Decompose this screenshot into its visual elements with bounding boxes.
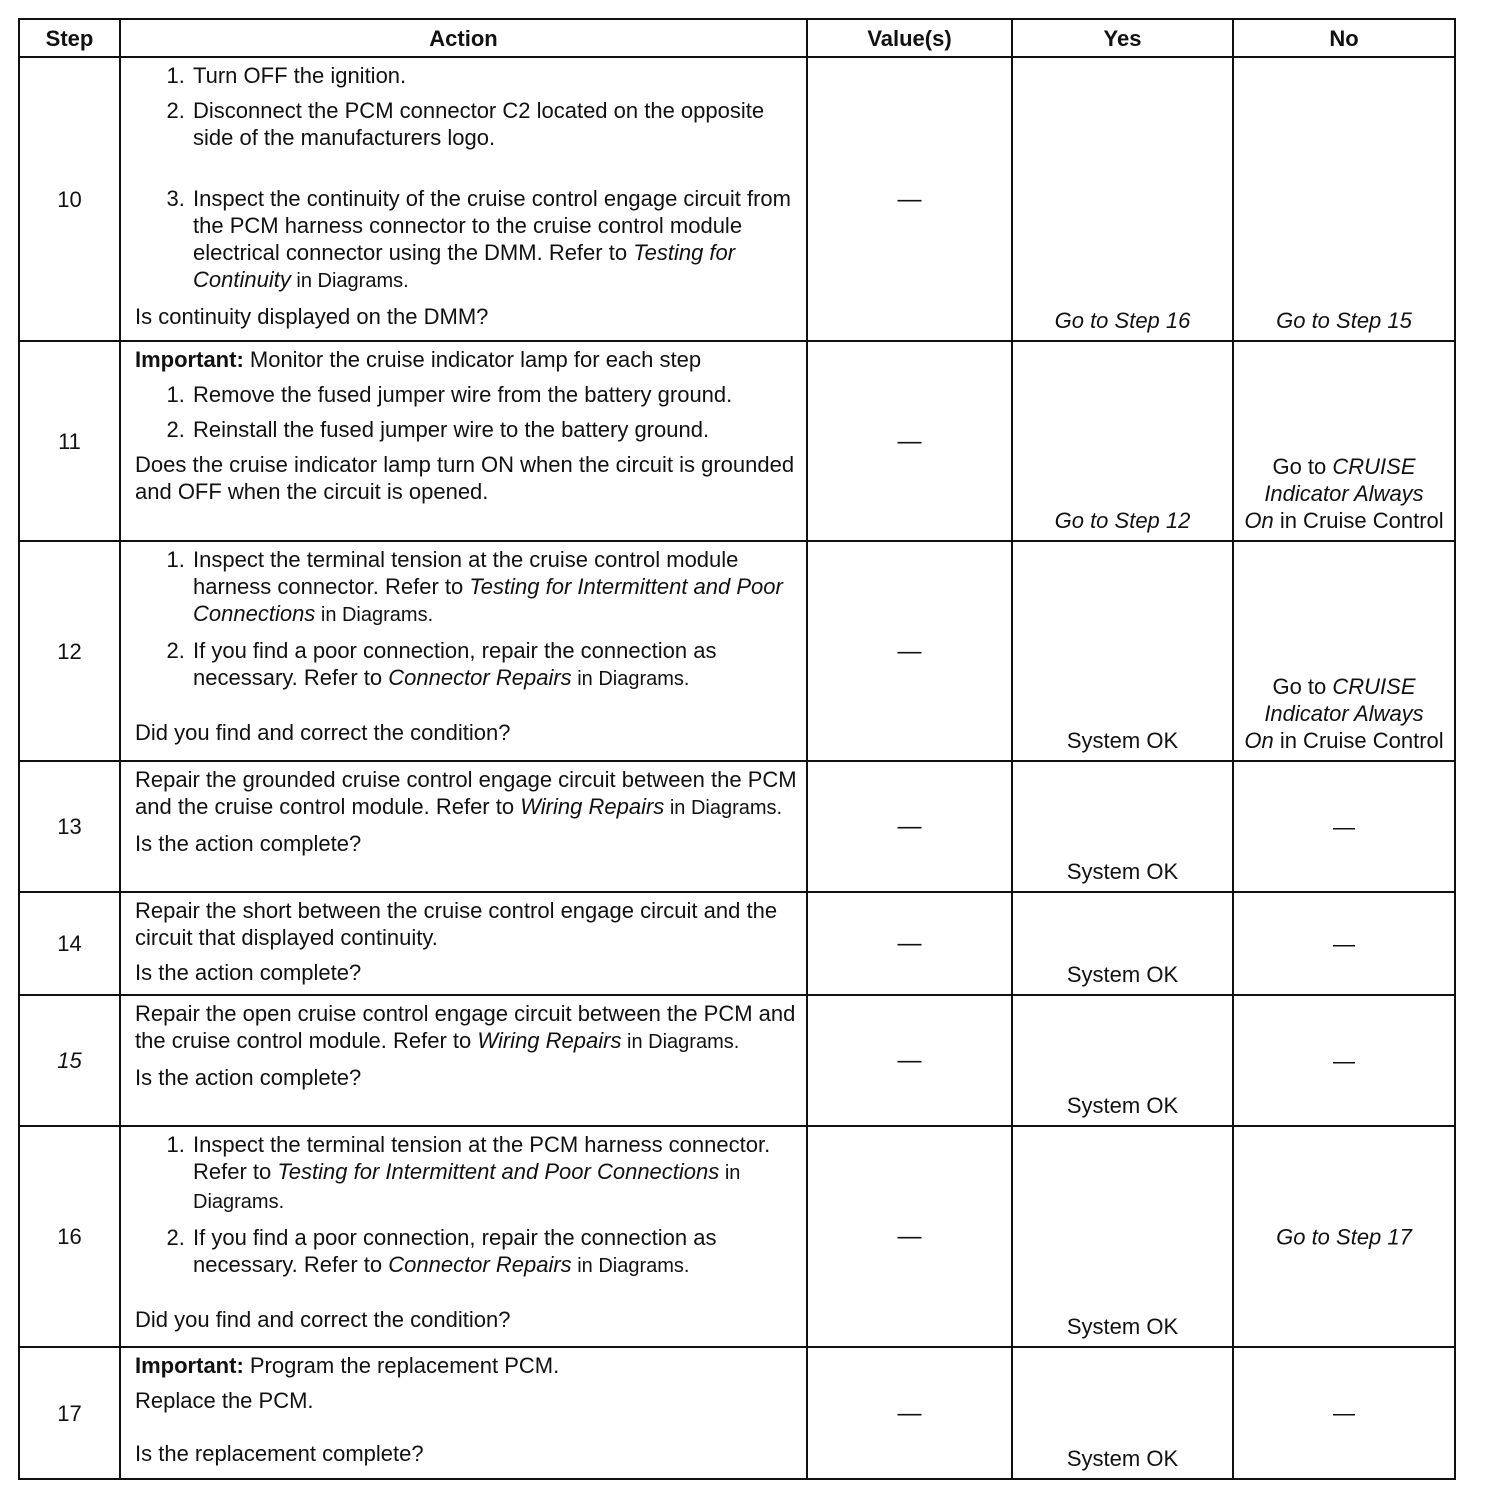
yes-cell xyxy=(1012,892,1233,995)
action-cell xyxy=(120,57,807,341)
no-cell xyxy=(1233,1347,1455,1479)
no-cell xyxy=(1233,892,1455,995)
value-cell: — xyxy=(807,892,1012,995)
yes-link[interactable]: System OK xyxy=(1066,1093,1179,1118)
no-link[interactable]: Go to Step 17 xyxy=(1276,1224,1412,1249)
table-row xyxy=(19,1126,1455,1347)
step-number: 13 xyxy=(19,761,120,892)
table-row xyxy=(19,995,1455,1126)
action-substep: 1. Turn OFF the ignition. xyxy=(191,62,798,89)
no-dash: — xyxy=(1333,1048,1355,1073)
yes-link[interactable]: System OK xyxy=(1066,1314,1179,1339)
table-row xyxy=(19,1347,1455,1479)
header-values: Value(s) xyxy=(807,19,1012,57)
action-cell xyxy=(120,1126,807,1347)
step-number: 10 xyxy=(19,57,120,341)
table-row xyxy=(19,57,1455,341)
yes-cell xyxy=(1012,57,1233,341)
important-label: Important: xyxy=(135,347,244,372)
step-number: 15 xyxy=(19,995,120,1126)
step-number: 11 xyxy=(19,341,120,541)
table-row xyxy=(19,761,1455,892)
important-label: Important: xyxy=(135,1353,244,1378)
action-substep: 3. Inspect the continuity of the cruise control engage circuit from the PCM harness connector to the cruise control module electrical connector using the DMM. Refer to Testing for Continuity in Diagrams. xyxy=(191,185,798,295)
table-row xyxy=(19,541,1455,761)
no-link[interactable]: Go to Step 15 xyxy=(1276,308,1412,333)
action-cell: Repair the grounded cruise control engage circuit between the PCM and the cruise control module. Refer to Wiring Repairs in Diagrams. Is the action complete? xyxy=(120,761,807,892)
yes-link[interactable]: System OK xyxy=(1066,1446,1179,1471)
yes-link[interactable]: System OK xyxy=(1066,962,1179,987)
action-substep: 1. Remove the fused jumper wire from the battery ground. xyxy=(191,381,798,408)
no-cell xyxy=(1233,341,1455,541)
action-cell: Important: Monitor the cruise indicator lamp for each step 1. Remove the fused jumper wire from the battery ground. 2. Reinstall the fused jumper wire to the battery ground. Does the cruise indicator lamp turn ON when the circuit is grounded and OFF when the circuit is opened. xyxy=(120,341,807,541)
value-cell: — xyxy=(807,1347,1012,1479)
header-row xyxy=(19,19,1455,57)
yes-cell xyxy=(1012,541,1233,761)
table-row xyxy=(19,892,1455,995)
header-yes: Yes xyxy=(1012,19,1233,57)
action-question: Is the action complete? xyxy=(135,831,362,856)
header-action: Action xyxy=(120,19,807,57)
action-question: Is the action complete? xyxy=(135,1065,362,1090)
action-question: Is the replacement complete? xyxy=(135,1441,424,1466)
table-row xyxy=(19,341,1455,541)
header-no: No xyxy=(1233,19,1455,57)
no-cell xyxy=(1233,57,1455,341)
no-cell xyxy=(1233,995,1455,1126)
action-cell xyxy=(120,541,807,761)
action-substep: 1. Inspect the terminal tension at the cruise control module harness connector. Refer to Testing for Intermittent and Poor Connections in Diagrams. xyxy=(191,546,798,629)
diagnostic-table xyxy=(18,18,1456,1480)
no-link[interactable]: Go to CRUISE Indicator Always On in Cruise Control xyxy=(1244,674,1444,753)
no-cell xyxy=(1233,541,1455,761)
no-dash: — xyxy=(1333,814,1355,839)
no-link[interactable]: Go to CRUISE Indicator Always On in Cruise Control xyxy=(1244,454,1444,533)
action-substep: 1. Inspect the terminal tension at the PCM harness connector. Refer to Testing for Intermittent and Poor Connections in Diagrams. xyxy=(191,1131,798,1216)
yes-cell xyxy=(1012,1126,1233,1347)
yes-link[interactable]: Go to Step 16 xyxy=(1054,308,1191,333)
value-cell: — xyxy=(807,1126,1012,1347)
value-cell: — xyxy=(807,995,1012,1126)
value-cell: — xyxy=(807,761,1012,892)
step-number: 17 xyxy=(19,1347,120,1479)
value-cell: — xyxy=(807,541,1012,761)
action-question: Does the cruise indicator lamp turn ON when the circuit is grounded and OFF when the circuit is opened. xyxy=(135,452,795,504)
action-question: Did you find and correct the condition? xyxy=(135,720,511,745)
value-cell: — xyxy=(807,341,1012,541)
step-number: 14 xyxy=(19,892,120,995)
action-cell: Repair the open cruise control engage circuit between the PCM and the cruise control module. Refer to Wiring Repairs in Diagrams. Is the action complete? xyxy=(120,995,807,1126)
action-question: Is continuity displayed on the DMM? xyxy=(135,304,489,329)
yes-link[interactable]: System OK xyxy=(1066,859,1179,884)
value-cell: — xyxy=(807,57,1012,341)
yes-cell xyxy=(1012,761,1233,892)
yes-cell xyxy=(1012,995,1233,1126)
action-substep: 2. If you find a poor connection, repair the connection as necessary. Refer to Connector Repairs in Diagrams. xyxy=(191,637,798,693)
action-substep: 2. If you find a poor connection, repair the connection as necessary. Refer to Connector Repairs in Diagrams. xyxy=(191,1224,798,1280)
yes-link[interactable]: System OK xyxy=(1066,728,1179,753)
action-question: Did you find and correct the condition? xyxy=(135,1307,511,1332)
action-cell: Repair the short between the cruise control engage circuit and the circuit that displayed continuity. Is the action complete? xyxy=(120,892,807,995)
no-dash: — xyxy=(1333,931,1355,956)
yes-cell xyxy=(1012,1347,1233,1479)
step-number: 12 xyxy=(19,541,120,761)
no-cell xyxy=(1233,1126,1455,1347)
step-number: 16 xyxy=(19,1126,120,1347)
no-dash: — xyxy=(1333,1400,1355,1426)
no-cell xyxy=(1233,761,1455,892)
action-cell: Important: Program the replacement PCM. Replace the PCM. Is the replacement complete? xyxy=(120,1347,807,1479)
action-question: Is the action complete? xyxy=(135,960,362,985)
yes-link[interactable]: Go to Step 12 xyxy=(1054,508,1191,533)
action-substep: 2. Reinstall the fused jumper wire to the battery ground. xyxy=(191,416,798,443)
header-step: Step xyxy=(19,19,120,57)
yes-cell xyxy=(1012,341,1233,541)
action-substep: 2. Disconnect the PCM connector C2 located on the opposite side of the manufacturers logo. xyxy=(191,97,798,151)
